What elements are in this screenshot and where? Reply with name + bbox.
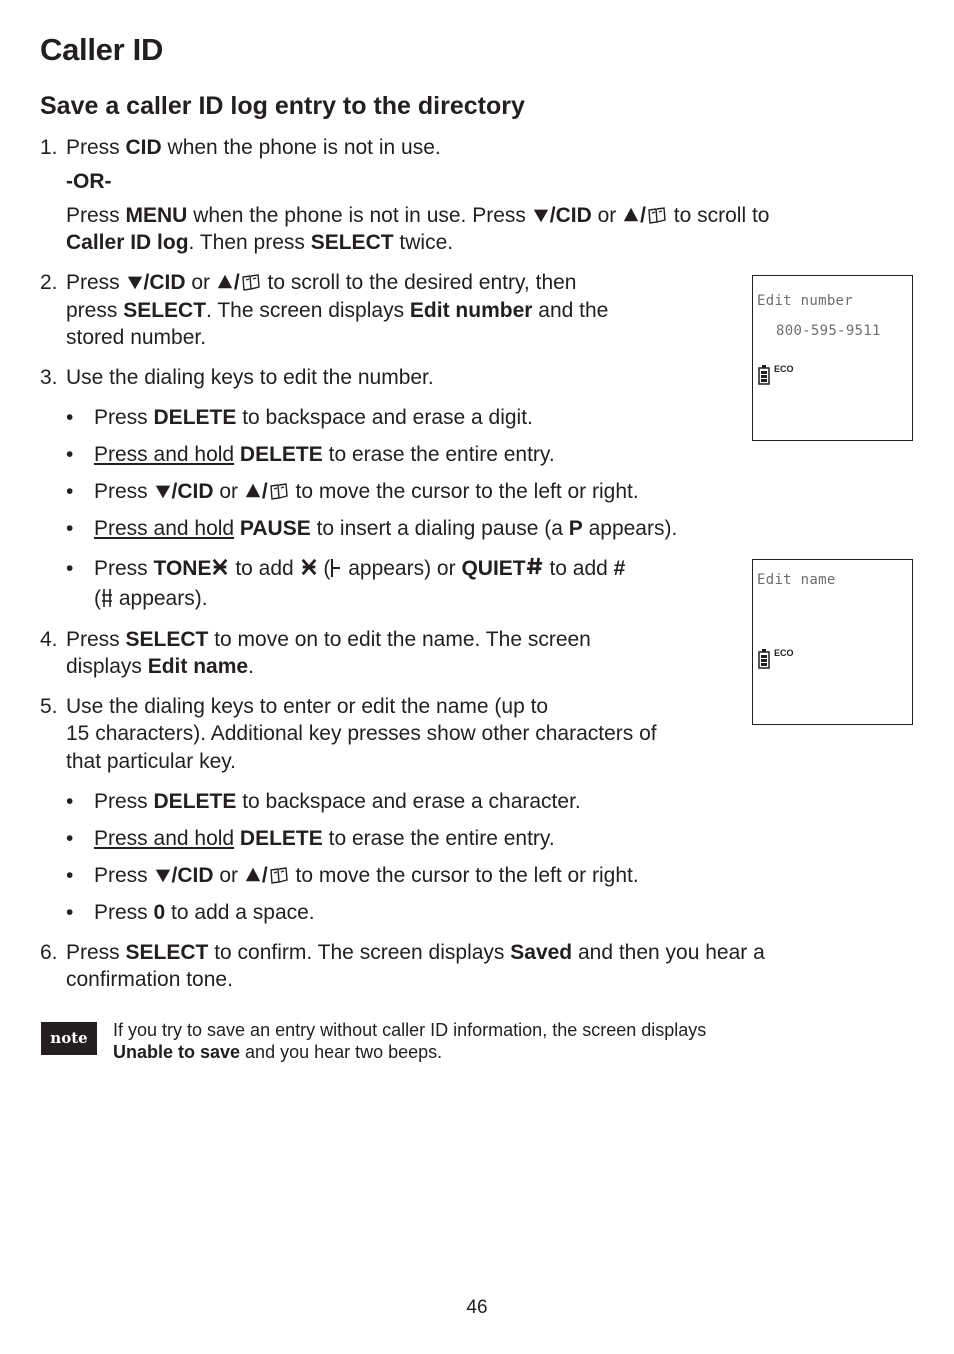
step-number: 6. — [40, 941, 58, 964]
bullet-icon: • — [66, 406, 74, 429]
step-1-line-2: Press MENU when the phone is not in use. Press /CID or / to scroll to — [66, 204, 770, 227]
up-arrow-icon — [244, 482, 262, 500]
battery-icon — [758, 649, 770, 669]
list-item: Press DELETE to backspace and erase a character. — [94, 790, 581, 813]
section-heading: Save a caller ID log entry to the directory — [40, 92, 525, 120]
bullet-icon: • — [66, 517, 74, 540]
battery-icon — [758, 365, 770, 385]
phonebook-icon — [646, 206, 668, 224]
step-2-line-3: stored number. — [66, 326, 207, 349]
bullet-icon: • — [66, 827, 74, 850]
step-3-text: Use the dialing keys to edit the number. — [66, 366, 434, 389]
page-number: 46 — [466, 1297, 488, 1318]
list-item: Press 0 to add a space. — [94, 901, 315, 924]
up-arrow-icon — [216, 273, 234, 291]
step-5-line-1: Use the dialing keys to enter or edit the name (up to — [66, 695, 549, 718]
eco-indicator: ECO — [774, 648, 794, 658]
step-number: 4. — [40, 628, 58, 651]
list-item: Press /CID or / to move the cursor to the left or right. — [94, 480, 639, 503]
star-cursor-icon — [330, 557, 342, 579]
screen-title: Edit name — [757, 572, 836, 588]
step-5-line-2: 15 characters). Additional key presses show other characters of — [66, 722, 657, 745]
star-icon — [300, 556, 318, 578]
step-4-line-1: Press SELECT to move on to edit the name. The screen — [66, 628, 591, 651]
down-arrow-icon — [154, 482, 172, 500]
down-arrow-icon — [126, 273, 144, 291]
step-6-line-1: Press SELECT to confirm. The screen displays Saved and then you hear a — [66, 941, 765, 964]
step-number: 1. — [40, 136, 58, 159]
bullet-icon: • — [66, 480, 74, 503]
step-2-line-1: Press /CID or / to scroll to the desired entry, then — [66, 271, 577, 294]
hash-icon — [526, 555, 544, 577]
bullet-icon: • — [66, 790, 74, 813]
list-item: Press and hold PAUSE to insert a dialing pause (a P appears). — [94, 517, 678, 540]
up-arrow-icon — [244, 866, 262, 884]
up-arrow-icon — [622, 206, 640, 224]
bullet-icon: • — [66, 443, 74, 466]
note-badge: note — [41, 1022, 97, 1055]
handset-screen-edit-number — [752, 275, 913, 441]
phonebook-icon — [268, 866, 290, 884]
list-item: Press TONE to add ( appears) or QUIET to add # — [94, 557, 626, 580]
step-number: 3. — [40, 366, 58, 389]
screen-number: 800-595-9511 — [776, 323, 881, 339]
down-arrow-icon — [154, 866, 172, 884]
eco-indicator: ECO — [774, 364, 794, 374]
star-icon — [211, 556, 229, 578]
list-item-continued: ( appears). — [94, 587, 208, 610]
hash-cursor-icon — [101, 587, 113, 609]
phonebook-icon — [268, 482, 290, 500]
handset-screen-edit-name — [752, 559, 913, 725]
list-item: Press DELETE to backspace and erase a digit. — [94, 406, 533, 429]
list-item: Press and hold DELETE to erase the entire entry. — [94, 443, 555, 466]
bullet-icon: • — [66, 864, 74, 887]
step-5-line-3: that particular key. — [66, 750, 237, 773]
or-label: -OR- — [66, 170, 112, 193]
page-title: Caller ID — [40, 32, 164, 67]
step-2-line-2: press SELECT. The screen displays Edit number and the — [66, 299, 609, 322]
step-number: 5. — [40, 695, 58, 718]
step-6-line-2: confirmation tone. — [66, 968, 233, 991]
list-item: Press /CID or / to move the cursor to the left or right. — [94, 864, 639, 887]
step-4-line-2: displays Edit name. — [66, 655, 254, 678]
bullet-icon: • — [66, 901, 74, 924]
screen-title: Edit number — [757, 293, 854, 309]
step-number: 2. — [40, 271, 58, 294]
list-item: Press and hold DELETE to erase the entire entry. — [94, 827, 555, 850]
note-text: If you try to save an entry without caller ID information, the screen displays Unable to save and you hear two beeps. — [113, 1020, 707, 1062]
down-arrow-icon — [532, 206, 550, 224]
step-1-line-1: Press CID when the phone is not in use. — [66, 136, 441, 159]
phonebook-icon — [240, 273, 262, 291]
step-1-line-3: Caller ID log. Then press SELECT twice. — [66, 231, 454, 254]
bullet-icon: • — [66, 557, 74, 580]
